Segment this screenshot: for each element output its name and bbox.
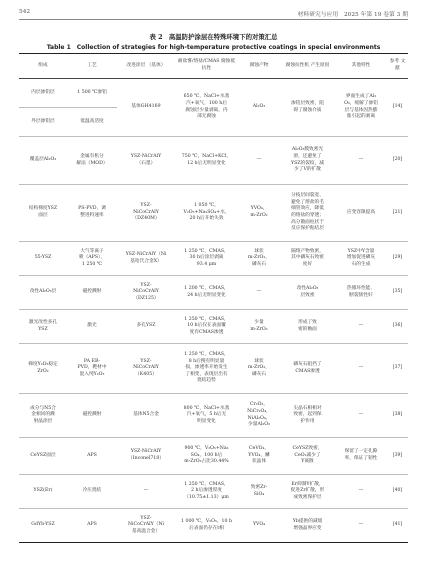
- cell-composition: 内层渗铝层: [31, 89, 55, 95]
- cell-corrosion-product: YVO₄: [252, 522, 266, 528]
- cell-resistance: 1 250 ℃，CMAS， 8 h后搜有明显量 损，渗透率开始发生 了相变，表现层出有 烧结趋势: [184, 352, 229, 384]
- cell-reference: [41]: [392, 522, 403, 528]
- cell-other-properties: YSZ中Y含量 增加促进磷灰 石的生成: [346, 248, 376, 267]
- cell-corrosion-product: CeVO₄， YVO₄，鳞 状晶体: [248, 446, 270, 465]
- header-improved-coating: 改进涂层 （基体）: [126, 62, 166, 68]
- cell-other-properties: 界面生成了Al₂ O₃，缓解了渗铝 层与基体因热膨 胀引起的剥离: [344, 94, 378, 120]
- cell-mechanism: Er抑制Y扩散， 促进Zr扩散，形 成致密保护层: [290, 481, 325, 500]
- cell-reference: [20]: [392, 157, 403, 163]
- page-number: 542: [19, 9, 31, 15]
- cell-corrosion-product: —: [256, 157, 262, 163]
- cell-reference: [29]: [392, 255, 403, 261]
- table-row: [19, 276, 408, 310]
- cell-composition: 梯度Y₂O₃稳定 ZrO₂: [28, 361, 58, 374]
- cell-resistance: 900 ℃，V₂O₅+Na₂ SO₄，100 h后 m-ZrO₂占比30.44%: [184, 446, 229, 465]
- cell-improved-coating: YSZ-NiCrAlY （石墨）: [130, 153, 162, 166]
- cell-corrosion-product: 球状 m-ZrO₂， 磷灰石: [248, 358, 270, 377]
- header-other-properties: 其他特性: [351, 62, 371, 68]
- cell-mechanism: Yb提供的减缓 增强晶界应变: [292, 518, 323, 531]
- cell-improved-coating: 基体N5合金: [133, 412, 159, 418]
- cell-process: 金属有机分 解法（MOD）: [76, 153, 108, 166]
- cell-reference: [35]: [392, 289, 403, 295]
- cell-other-properties: 应变容限提高: [346, 209, 376, 215]
- cell-composition: 55-YSZ: [34, 255, 52, 261]
- cell-process: PS-PVD，调 整进料速率: [78, 206, 106, 218]
- cell-mechanism: 磷灰石阻挡了 CMAS渗透: [293, 361, 322, 374]
- table-caption-en: Table 1 Collection of strategies for high-temperature protective coatings in special environments: [46, 44, 381, 51]
- cell-process: APS: [87, 452, 97, 458]
- header-mechanism: 腐蚀抗性机 产生原因: [285, 62, 330, 68]
- header-composition: 组成: [38, 62, 48, 68]
- cell-other-properties: 保留了一定孔隙 率，保证了韧性: [344, 449, 378, 461]
- table-row: [19, 394, 408, 438]
- table-row: [19, 310, 408, 344]
- cell-mechanism: 分枝层间裂宽、 避免了熔盐的毛 细管效应，降低 的熔盐的穿透； 高分散面柱状于 反应保护粘结层: [291, 193, 324, 232]
- cell-mechanism: Al₂O₃膜致密光 滑，还避免了 YSZ的裂纹，减 少了V的扩散: [290, 147, 324, 173]
- cell-other-properties: —: [358, 365, 364, 371]
- cell-process: 磁控溅射: [82, 289, 102, 295]
- cell-improved-coating: YSZ- NiCoCrAlY （DZ125）: [133, 282, 159, 301]
- table-row: [19, 344, 408, 394]
- cell-process: 冷压烧结: [82, 488, 102, 494]
- cell-resistance: 1 200 ℃，CMAS， 24 h后无明显变化: [184, 285, 229, 298]
- table-header-row: [19, 54, 408, 79]
- cell-composition: 激光改性多孔 YSZ: [28, 319, 58, 332]
- cell-reference: [21]: [392, 209, 403, 215]
- cell-corrosion-product: 少量 m-ZrO₂: [250, 319, 268, 332]
- cell-improved-coating: YSZ-NiCrAlY（Ni 基哈氏合金X）: [125, 251, 167, 264]
- table-row: [19, 242, 408, 276]
- table-row: [19, 137, 408, 185]
- cell-other-properties: —: [358, 412, 364, 418]
- cell-reference: [39]: [392, 452, 403, 458]
- cell-corrosion-product: Al₂O₃: [252, 104, 266, 110]
- cell-mechanism: 尖晶石相相对 致密，起到保 护作用: [293, 405, 322, 424]
- cell-process: APS: [87, 522, 97, 528]
- cell-improved-coating: YSZ- NiCoCrAlY （DZ40M）: [132, 203, 160, 222]
- header-reference: 参考 文献: [389, 59, 406, 71]
- cell-composition: 成分与N5合 金相同的溅 射晶涂层: [30, 405, 56, 424]
- cell-resistance: 1 050 ℃， V₂O₅+Na₂SO₄+水， 20 h后开始失效: [183, 203, 230, 222]
- cell-process: 磁控溅射: [82, 412, 102, 418]
- cell-mechanism: CeYSZ致密， CeO₂减少了 Y离散: [292, 446, 323, 465]
- cell-resistance: 650 ℃，NaCl+水蒸 汽+氧气，100 h后 腐蚀层少量剥离，内 部无腐蚀: [183, 94, 230, 120]
- header-rule: [19, 19, 408, 20]
- journal-name: 材料研究与应用 2025 年第 19 卷第 3 期: [297, 12, 408, 18]
- cell-resistance: 800 ℃，NaCl+水蒸 汽+氧气，5 h后无 明显变化: [183, 405, 230, 424]
- cell-mechanism: 隔熔产物致密， 其中磷灰石致密 度好: [291, 248, 324, 267]
- table-row: [19, 475, 408, 509]
- cell-other-properties: —: [358, 323, 364, 329]
- cell-process: 激光: [87, 323, 97, 329]
- cell-mechanism: 改性Al₂O₃ 层致密: [296, 285, 319, 298]
- cell-improved-coating: YSZ-NiCrAlY （Inconel718）: [128, 449, 164, 461]
- cell-corrosion-product: Cr₂O₃， NiCr₂O₄， NiAl₂O₄， 少量Al₂O₃: [247, 402, 271, 428]
- header-resistance: 耐盐雾/熔盐/CMAS 腐蚀抵抗性: [177, 59, 236, 71]
- cell-resistance: 1 250 ℃，CMAS， 30 h后涂层剥离 93.4 μm: [184, 248, 229, 267]
- cell-process: 1 500 ℃渗铝: [77, 89, 107, 95]
- cell-resistance: 1 250 ℃，CMAS， 2 h后渗透厚度 （10.75±1.13）μm: [184, 481, 229, 500]
- cell-improved-coating: YSZ- NiCoCrAlY （K405）: [133, 358, 159, 377]
- cell-composition: CeYSZ面层: [30, 452, 56, 458]
- strategy-table: [19, 53, 408, 543]
- cell-corrosion-product: YVO₄， m-ZrO₂: [250, 206, 268, 218]
- table-row: [19, 79, 408, 108]
- cell-composition: GdYb-YSZ: [31, 522, 55, 528]
- cell-reference: [37]: [392, 365, 403, 371]
- cell-improved-coating: —: [143, 488, 149, 494]
- table-caption-cn: 表 2 高温防护涂层在特殊环境下的对策汇总: [149, 33, 278, 41]
- cell-improved-coating: 多孔YSZ: [136, 323, 156, 329]
- cell-reference: [38]: [392, 412, 403, 418]
- cell-reference: [40]: [392, 488, 403, 494]
- cell-composition: 外层渗铝层: [31, 118, 55, 124]
- cell-composition: 覆盖层Al₂O₃: [29, 157, 57, 163]
- cell-process: PA EB- PVD，靶材中 混入纯Y₂O₃: [77, 358, 107, 377]
- table-row: [19, 185, 408, 242]
- cell-corrosion-product: 球状 m-ZrO₂， 磷灰石: [248, 248, 270, 267]
- cell-process: 大气等离子 喷（APS）， 1 250 ℃: [78, 248, 106, 267]
- cell-resistance: 1 000 ℃，V₂O₅，10 h 后表面仍存在t相: [181, 518, 232, 531]
- cell-process: 低温高活度: [80, 118, 104, 124]
- cell-other-properties: —: [358, 488, 364, 494]
- table-row: [19, 509, 408, 543]
- cell-corrosion-product: —: [256, 289, 262, 295]
- header-corrosion-product: 腐蚀产物: [249, 62, 269, 68]
- cell-resistance: 1 250 ℃，CMAS， 10 h后仅在表面覆 度有CMAS渗透: [184, 316, 229, 335]
- cell-mechanism: 渗铝层致密，阻 碍了腐蚀介质: [291, 100, 324, 113]
- cell-other-properties: —: [358, 522, 364, 528]
- cell-reference: [14]: [392, 104, 403, 110]
- cell-improved-coating: YSZ- NiCoCrAlY（Ni 基高温合金）: [127, 515, 165, 534]
- cell-reference: [36]: [392, 323, 403, 329]
- cell-improved-coating: 基体GH4169: [131, 104, 161, 110]
- cell-composition: YSZ(Er): [33, 488, 53, 494]
- cell-resistance: 750 ℃，NaCl+KCl， 12 h后无明显变化: [181, 153, 232, 166]
- header-process: 工艺: [87, 62, 97, 68]
- cell-composition: 结构梯度YSZ 面层: [28, 206, 58, 218]
- cell-other-properties: 热循环性能、 断裂韧性好: [346, 285, 376, 298]
- cell-composition: 改性Al₂O₃层: [29, 289, 57, 295]
- running-head: [19, 9, 408, 18]
- strategy-table-container: [19, 53, 408, 543]
- cell-other-properties: —: [358, 157, 364, 163]
- cell-corrosion-product: 致密Zr- SiO₄: [250, 484, 268, 497]
- table-row: [19, 438, 408, 475]
- cell-mechanism: 形成了致 密的釉面: [298, 319, 317, 332]
